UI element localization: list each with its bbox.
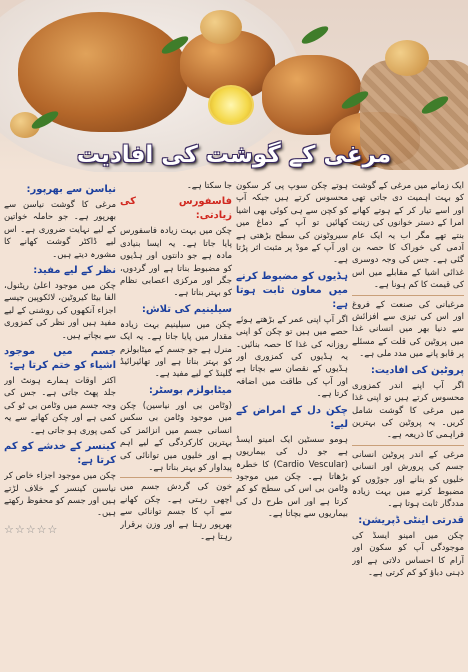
heading-niacin: نیاسن سے بھرپور: — [26, 184, 116, 195]
heading-heart: چکن دل کے امراض کے لیے: — [236, 404, 348, 430]
heading-selenium: سیلینیم کی تلاش: — [141, 303, 232, 315]
heading-eyes: نظر کے لیے مفید: — [33, 265, 116, 277]
paragraph: چکن میں سیلینیم بہت زیادہ مقدار میں پایا جاتا ہے۔ یہ ایک منرل ہے جو جسم کے میٹابولزم کو بہتر بناتا ہے اور تھائیرائیڈ گلینڈ کے لیے مفید ہے۔ — [120, 319, 232, 380]
heading-protein: پروٹین کی افادیت: — [370, 364, 464, 376]
roast-potato — [385, 40, 429, 76]
column-2 — [236, 180, 348, 670]
page-title: مرغی کے گوشت کی افادیت — [76, 142, 392, 168]
paragraph: چکن میں بہت زیادہ فاسفورس پایا جاتا ہے۔ یہ ایسا بنیادی مادہ ہے جو دانتوں اور ہڈیوں کو مضبوط بناتا ہے اور گردوں، جگر اور مرکزی اعصابی نظام کو بہتر بناتا ہے۔ — [120, 226, 232, 299]
star-rating: ☆☆☆☆☆ — [4, 522, 59, 536]
paragraph: مرغی کے اندر پروٹین انسانی جسم کی پرورش اور انسانی خلیوں کو بنانے اور جوڑوں کو مضبوط کرنے میں بہت زیادہ مددگار ثابت ہوتا ہے۔ — [352, 449, 464, 510]
paragraph: مرغبانی کی صنعت کے فروغ اور اس کی تیزی سے افزائش سے دنیا بھر میں انسانی غذا میں پروٹین کی قلت کے مسئلے پر قابو پانے میں مدد ملی ہے۔ — [352, 299, 464, 360]
paragraph: چکن میں موجود اجزاء خاص کر نیاسین کینسر کے خلاف لڑتے ہیں اور جسم کو محفوظ رکھتے ہیں۔ — [4, 471, 116, 519]
paragraph: جا سکتا ہے۔ — [186, 181, 232, 191]
paragraph: اگر آپ اپنی عمر کے بڑھتے ہوئے حصے میں ہیں تو چکن کو اپنی روزانہ کی غذا کا حصہ بنائیں۔ یہ ہڈیوں کی کمزوری اور ہڈیوں کے نقصان سے بچاتا ہے اور آپ کی طاقت میں اضافہ کرتا ہے۔ — [236, 314, 348, 400]
divider — [352, 445, 464, 446]
paragraph: ہوتے چکن سوپ پی کر سکون محسوس کرتے ہیں جبکہ آپ کو کچن سے ہی کوئی بھی اشیا کھائیں تو آپ کے دماغ میں سیروٹونن کی سطح بڑھتی ہے اور آپ کے موڈ پر مثبت اثر پڑتا ہے۔ — [236, 181, 348, 266]
column-3 — [120, 180, 232, 670]
heading-cancer: کینسر کے خدشے کو کم کرتا ہے: — [4, 441, 116, 467]
heading-bones: ہڈیوں کو مضبوط کرنے میں معاون ثابت ہوتا ہے: — [236, 270, 348, 310]
column-4 — [4, 180, 116, 670]
paragraph: مرغی کا گوشت نیاسن سے بھرپور ہے۔ جو حاملہ خواتین کے لیے نہایت ضروری ہے۔ اس لیے ڈاکٹر گوشت کھانے کا مشورہ دیتے ہیں۔ — [4, 200, 116, 260]
paragraph: چکن میں موجود اعلیٰ ریٹنول، الفا بیٹا کیروٹین، لائکوپین جیسے اجزاء آنکھوں کی روشنی کے لیے مفید ہیں اور نظر کی کمزوری سے بچاتے ہیں۔ — [4, 281, 116, 341]
paragraph: اکثر اوقات ہمارے ہونٹ اور جلد پھٹ جاتی ہے۔ جس کی وجہ جسم میں وٹامن بی ٹو کی کمی ہے اور چکن کھانے سے یہ کمی پوری ہو جاتی ہے۔ — [4, 376, 116, 436]
herb-garnish — [300, 23, 331, 47]
divider — [120, 477, 232, 478]
paragraph: ایک زمانے میں مرغی کے گوشت کو بہت اہمیت دی جاتی تھی اور اسے تیار کر کے ہوتے کھانے امرا کے دستر خوانوں کی زینت بنتے تھے مگر اب یہ ایک عام آدمی کی خوراک کا حصہ بن گئی ہے۔ جس کی وجہ دوسری غذائی اشیا کے مقابلے میں اس کی قیمت کا کم ہونا ہے۔ — [352, 181, 464, 291]
divider — [352, 295, 464, 296]
paragraph: (وٹامن بی اور نیاسین) چکن میں موجود وٹامن بی سکس انسانی جسم میں انزائمز کی بہترین کارکردگی کے لیے اہم ہے اور خلیوں میں توانائی کی پیداوار کو بہتر بناتا ہے۔ — [120, 400, 232, 473]
roast-potato — [200, 10, 242, 44]
paragraph: خون کی گردش جسم میں اچھی رہتی ہے۔ چکن کھانے سے آپ کا جسم توانائی سے بھرپور رہتا ہے اور وزن برقرار رہتا ہے۔ — [120, 482, 232, 542]
article-columns — [4, 180, 464, 670]
heading-phosphorus: فاسفورس کی زیادتی: — [120, 196, 232, 222]
paragraph: چکن میں امینو ایسڈ کی موجودگی آپ کو سکون اور آرام کا احساس دلاتی ہے اور ذہنی دباؤ کو کم کرتی ہے۔ — [352, 530, 464, 578]
paragraph: ہومو سسٹین ایک امینو ایسڈ ہے جو دل کی بیماریوں (Cardio Vescular) کا خطرہ بڑھاتا ہے۔ چکن میں موجود وٹامن بی اس کی سطح کو کم کرتا ہے اور اس طرح دل کی بیماریوں سے بچاتا ہے۔ — [236, 434, 348, 520]
paragraph: اگر آپ اپنے اندر کمزوری محسوس کرتے ہیں تو اپنی غذا میں مرغی کا گوشت شامل کریں۔ یہ پروٹین کی بہترین فراہمی کا ذریعہ ہے۔ — [352, 380, 464, 441]
column-1 — [352, 180, 464, 670]
heading-metabolism: میٹابولزم بوسٹر: — [148, 384, 232, 396]
heading-depression: قدرتی اینٹی ڈپریشن: — [358, 514, 464, 526]
lemon-slice — [208, 85, 254, 125]
heading-immunity: جسم میں موجود اشیاء کو ختم کرتا ہے: — [4, 346, 116, 372]
